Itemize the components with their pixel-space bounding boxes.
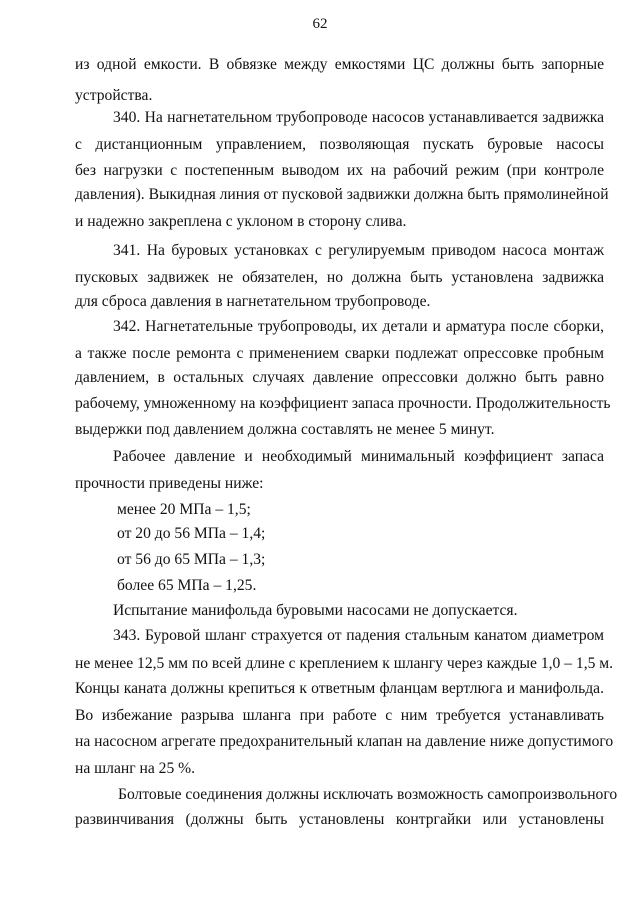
text-line: развинчивания (должны быть установлены контргайки или установлены [75, 811, 604, 828]
text-line: Концы каната должны крепиться к ответным фланцам вертлюга и манифольда. [75, 680, 604, 697]
list-item: от 20 до 56 МПа – 1,4; [117, 525, 266, 542]
text-line: прочности приведены ниже: [75, 475, 264, 492]
text-line: Испытание манифольда буровыми насосами не допускается. [113, 602, 518, 619]
paragraph-343-start: 343. Буровой шланг страхуется от падения стальным канатом диаметром [113, 627, 604, 644]
paragraph-340-start: 340. На нагнетательном трубопроводе насосов устанавливается задвижка [113, 109, 604, 126]
text-line: на насосном агрегате предохранительный клапан на давление ниже допустимого [75, 733, 614, 750]
paragraph-342-start: 342. Нагнетательные трубопроводы, их детали и арматура после сборки, [113, 318, 604, 335]
text-line: без нагрузки с постепенным выводом их на рабочий режим (при контроле [75, 162, 604, 179]
list-item: более 65 МПа – 1,25. [117, 577, 257, 594]
text-line: для сброса давления в нагнетательном трубопроводе. [75, 293, 431, 310]
text-line: рабочему, умноженному на коэффициент запаса прочности. Продолжительность [75, 395, 611, 412]
text-line: устройства. [75, 87, 153, 104]
text-line: из одной емкости. В обвязке между емкостями ЦС должны быть запорные [75, 56, 604, 73]
text-line: на шланг на 25 %. [75, 760, 196, 777]
paragraph-pressure-start: Рабочее давление и необходимый минимальный коэффициент запаса [113, 448, 604, 465]
text-line: и надежно закреплена с уклоном в сторону слива. [75, 213, 407, 230]
paragraph-341-start: 341. На буровых установках с регулируемым приводом насоса монтаж [113, 242, 604, 259]
text-line: а также после ремонта с применением сварки подлежат опрессовке пробным [75, 345, 604, 362]
text-line: выдержки под давлением должна составлять не менее 5 минут. [75, 421, 495, 438]
text-line: давления). Выкидная линия от пусковой задвижки должна быть прямолинейной [75, 186, 609, 203]
list-item: от 56 до 65 МПа – 1,3; [117, 551, 266, 568]
text-line: с дистанционным управлением, позволяющая пускать буровые насосы [75, 136, 604, 153]
text-line: пусковых задвижек не обязателен, но должна быть установлена задвижка [75, 269, 604, 286]
list-item: менее 20 МПа – 1,5; [117, 501, 251, 518]
text-line: не менее 12,5 мм по всей длине с креплением к шлангу через каждые 1,0 – 1,5 м. [75, 655, 614, 672]
paragraph-bolts-start: Болтовые соединения должны исключать возможность самопроизвольного [118, 786, 618, 803]
text-line: давлением, в остальных случаях давление опрессовки должно быть равно [75, 369, 604, 386]
page-number: 62 [312, 16, 328, 32]
text-line: Во избежание разрыва шланга при работе с ним требуется устанавливать [75, 707, 604, 724]
